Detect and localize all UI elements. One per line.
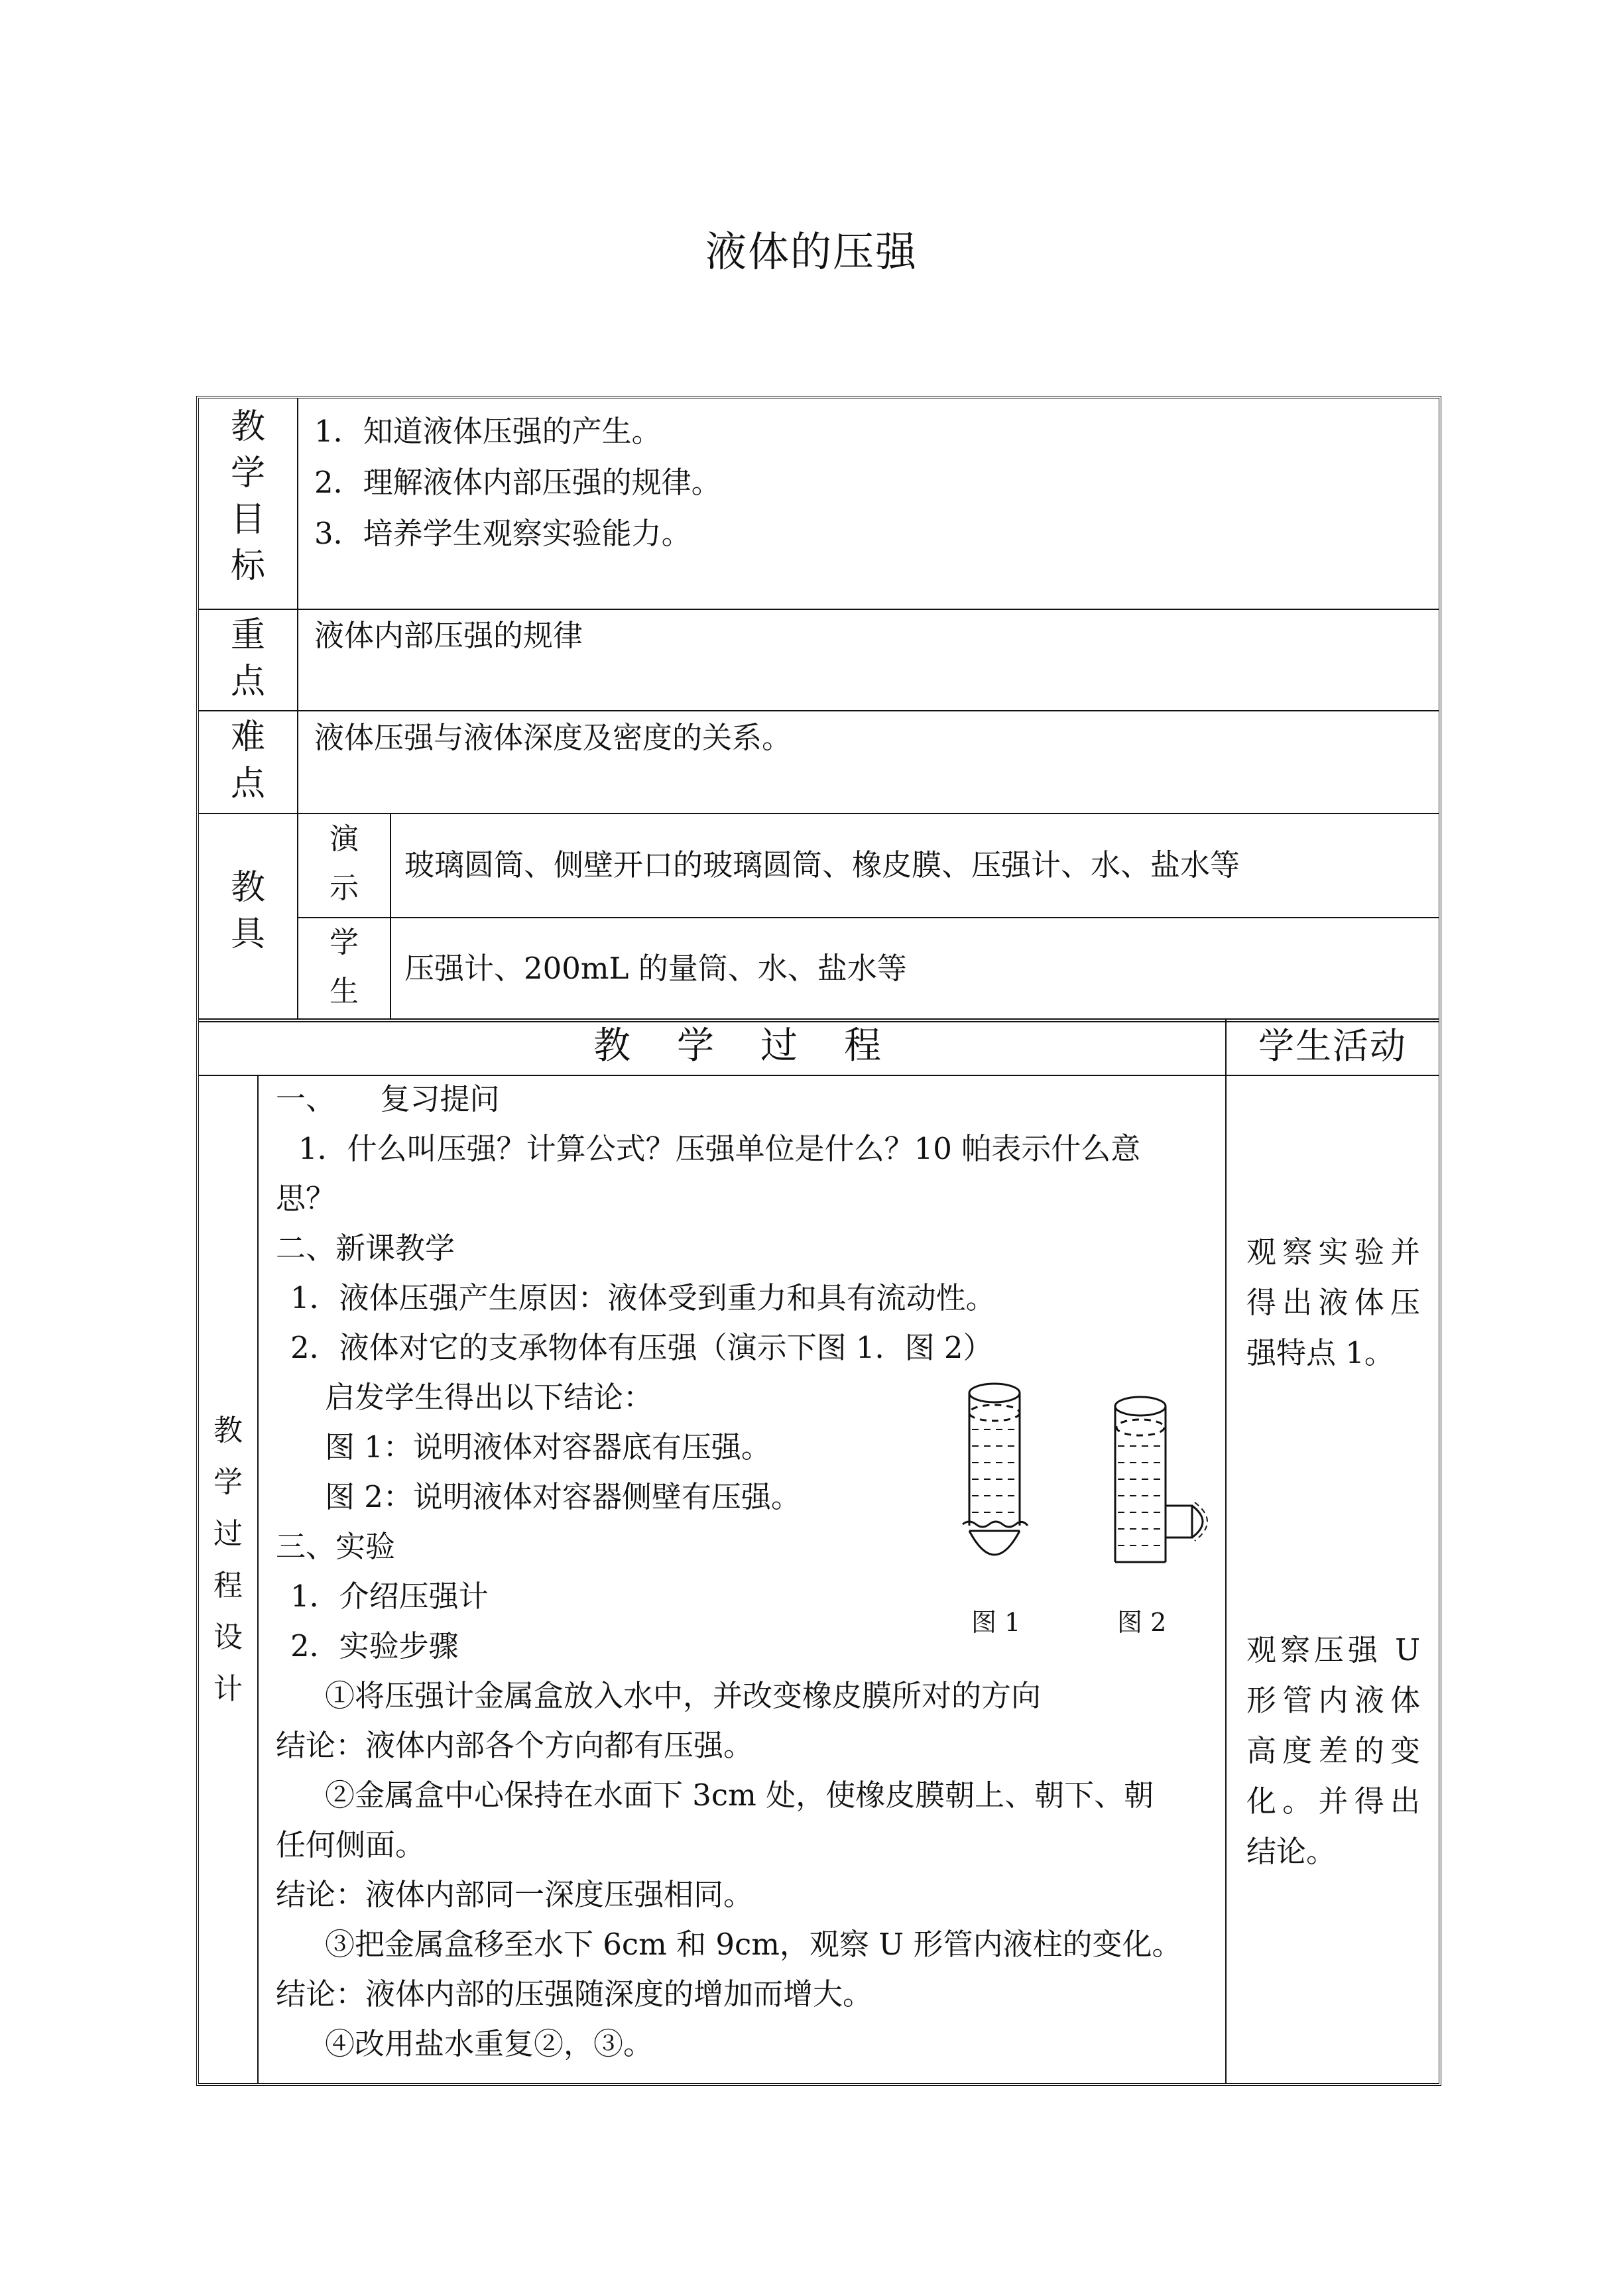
objectives-label: 教 学 目 标 [230, 407, 265, 586]
figure-1-caption: 图 1 [971, 1608, 1021, 1637]
lesson-plan-table [196, 396, 1441, 2086]
row-divider [199, 609, 1439, 610]
process-line: 图 2：说明液体对容器侧壁有压强。 [325, 1479, 801, 1514]
process-line: 图 1：说明液体对容器底有压强。 [325, 1429, 771, 1465]
col-divider [257, 1075, 259, 2083]
row-divider [199, 813, 1439, 814]
section-new-lesson: 二、新课教学 [276, 1231, 455, 1266]
page-title: 液体的压强 [705, 227, 918, 276]
equipment-label: 教 具 [230, 868, 265, 954]
key-point-label: 重 点 [230, 615, 265, 701]
demo-label: 演 示 [330, 822, 359, 905]
row-divider [199, 710, 1439, 711]
process-line: 思？ [276, 1181, 336, 1216]
student-activity-2: 观察压强 U 形管内液体高度差的变化。并得出结论。 [1246, 1632, 1420, 1869]
process-header: 教学过程 [593, 1024, 928, 1067]
activity-header: 学生活动 [1258, 1025, 1407, 1067]
process-line: ①将压强计金属盒放入水中，并改变橡皮膜所对的方向 [325, 1678, 1042, 1713]
row-divider [199, 1075, 1439, 1076]
student-equipment: 压强计、200mL 的量筒、水、盐水等 [404, 951, 907, 986]
objective-item: 1．知道液体压强的产生。 [314, 414, 662, 449]
process-line: 1．什么叫压强？计算公式？压强单位是什么？10 帕表示什么意 [298, 1131, 1141, 1166]
process-line: 1．液体压强产生原因：液体受到重力和具有流动性。 [290, 1280, 996, 1315]
process-line: 2．液体对它的支承物体有压强（演示下图 1．图 2） [290, 1330, 993, 1365]
row-divider [298, 917, 1439, 918]
objective-item: 3．培养学生观察实验能力。 [314, 516, 691, 551]
process-line: ③把金属盒移至水下 6cm 和 9cm，观察 U 形管内液柱的变化。 [325, 1927, 1182, 1962]
conclusion-line: 结论：液体内部同一深度压强相同。 [276, 1877, 754, 1912]
col-divider [390, 813, 391, 1018]
figures-illustration [928, 1380, 1233, 1605]
figure-1-cylinder [963, 1384, 1028, 1555]
process-line: 启发学生得出以下结论： [325, 1380, 654, 1415]
student-label: 学 生 [330, 926, 359, 1008]
difficulty-label: 难 点 [230, 717, 265, 804]
difficulty-text: 液体压强与液体深度及密度的关系。 [314, 720, 792, 755]
process-side-label: 教 学 过 程 设 计 [213, 1414, 243, 1706]
conclusion-line: 结论：液体内部的压强随深度的增加而增大。 [276, 1976, 873, 2012]
process-line: ④改用盐水重复②，③。 [325, 2026, 654, 2061]
figure-2-caption: 图 2 [1117, 1608, 1167, 1637]
process-line: 1．介绍压强计 [290, 1579, 489, 1614]
section-review: 一、 复习提问 [276, 1081, 500, 1117]
objective-item: 2．理解液体内部压强的规律。 [314, 465, 721, 500]
conclusion-line: 结论：液体内部各个方向都有压强。 [276, 1728, 754, 1763]
process-line: ②金属盒中心保持在水面下 3cm 处，使橡皮膜朝上、朝下、朝 [325, 1778, 1154, 1813]
section-experiment: 三、实验 [276, 1529, 396, 1564]
demo-equipment: 玻璃圆筒、侧壁开口的玻璃圆筒、橡皮膜、压强计、水、盐水等 [404, 847, 1240, 882]
process-line: 任何侧面。 [276, 1827, 426, 1862]
figure-2-cylinder [1115, 1397, 1207, 1562]
key-point-text: 液体内部压强的规律 [314, 618, 583, 653]
process-line: 2．实验步骤 [290, 1628, 459, 1663]
student-activity-1: 观察实验并得出液体压强特点 1。 [1246, 1235, 1420, 1370]
